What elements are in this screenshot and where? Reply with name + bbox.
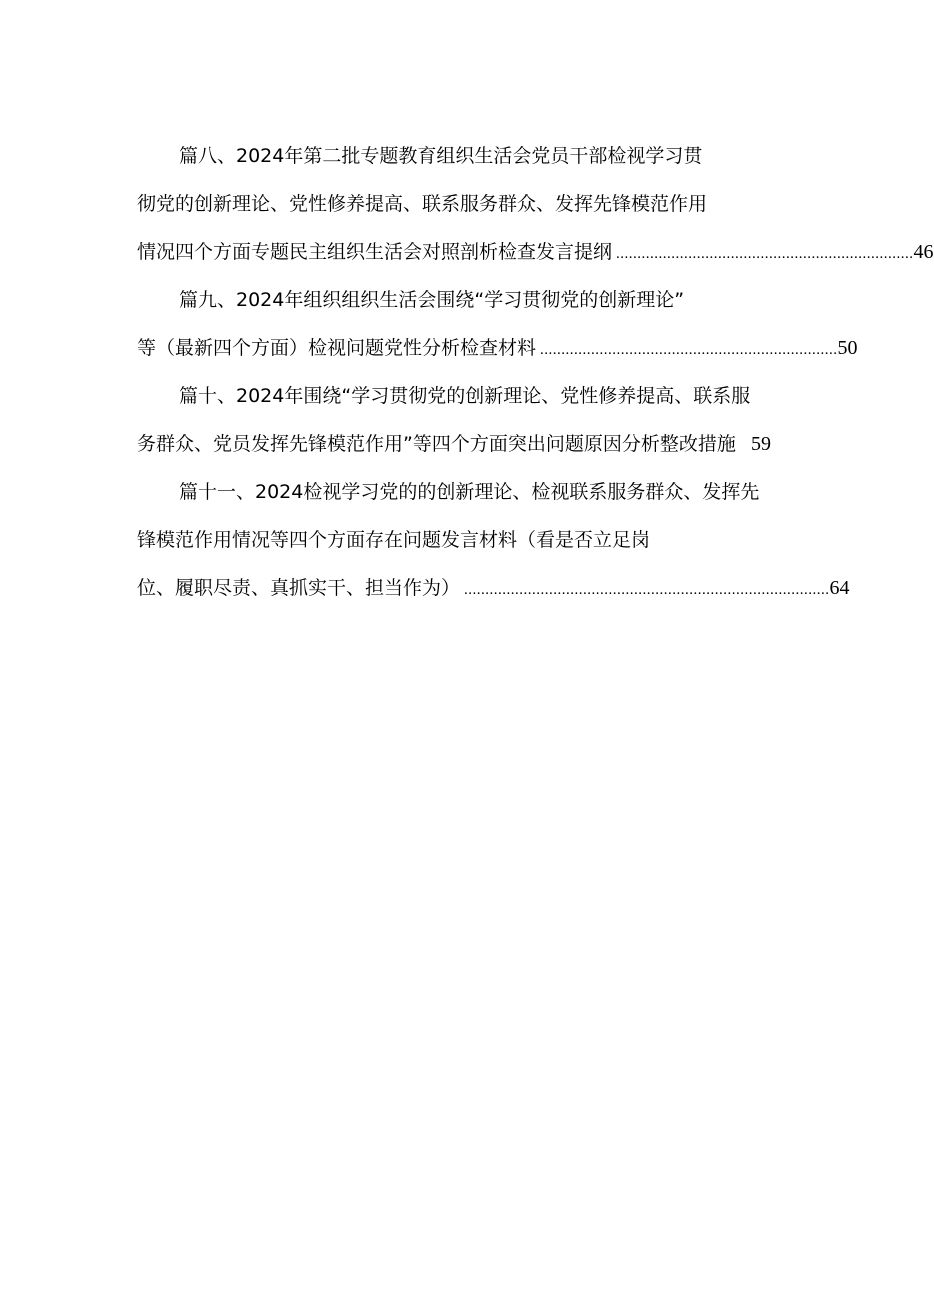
toc-entry-8[interactable]: [137, 132, 934, 276]
toc-entry-line: 篇十、2024年围绕“学习贯彻党的创新理论、党性修养提高、联系服: [179, 385, 751, 407]
page-number: 50: [837, 337, 858, 359]
toc-entry-line: 务群众、党员发挥先锋模范作用”等四个方面突出问题原因分析整改措施: [137, 433, 736, 455]
table-of-contents: [137, 132, 934, 612]
toc-entry-line: 篇十一、2024检视学习党的的创新理论、检视联系服务群众、发挥先: [179, 481, 760, 503]
toc-entry-last-line: [137, 228, 934, 276]
toc-entry-line: 篇八、2024年第二批专题教育组织生活会党员干部检视学习贯: [179, 145, 703, 167]
toc-entry-last-line: [137, 564, 850, 612]
page-number: 46: [913, 241, 934, 263]
toc-entry-line: 彻党的创新理论、党性修养提高、联系服务群众、发挥先锋模范作用: [137, 193, 708, 215]
toc-entry-line: 等（最新四个方面）检视问题党性分析检查材料: [137, 337, 537, 359]
dot-leader: ......................................................................: [540, 342, 838, 358]
toc-entry-last-line: [137, 420, 771, 468]
toc-entry-line: 情况四个方面专题民主组织生活会对照剖析检查发言提纲: [137, 241, 613, 263]
toc-entry-line: 篇九、2024年组织组织生活会围绕“学习贯彻党的创新理论”: [179, 289, 685, 311]
dot-leader: ......................................................................: [616, 246, 914, 262]
toc-entry-11[interactable]: [137, 468, 850, 612]
toc-entry-line: 位、履职尽责、真抓实干、担当作为）: [137, 577, 461, 599]
toc-entry-9[interactable]: [137, 276, 858, 372]
page-number: 64: [829, 577, 850, 599]
toc-entry-line: 锋模范作用情况等四个方面存在问题发言材料（看是否立足岗: [137, 529, 651, 551]
toc-entry-last-line: [137, 324, 858, 372]
page-number: 59: [751, 433, 771, 455]
toc-entry-10[interactable]: [137, 372, 797, 468]
dot-leader: ......................................................................................: [464, 582, 830, 598]
